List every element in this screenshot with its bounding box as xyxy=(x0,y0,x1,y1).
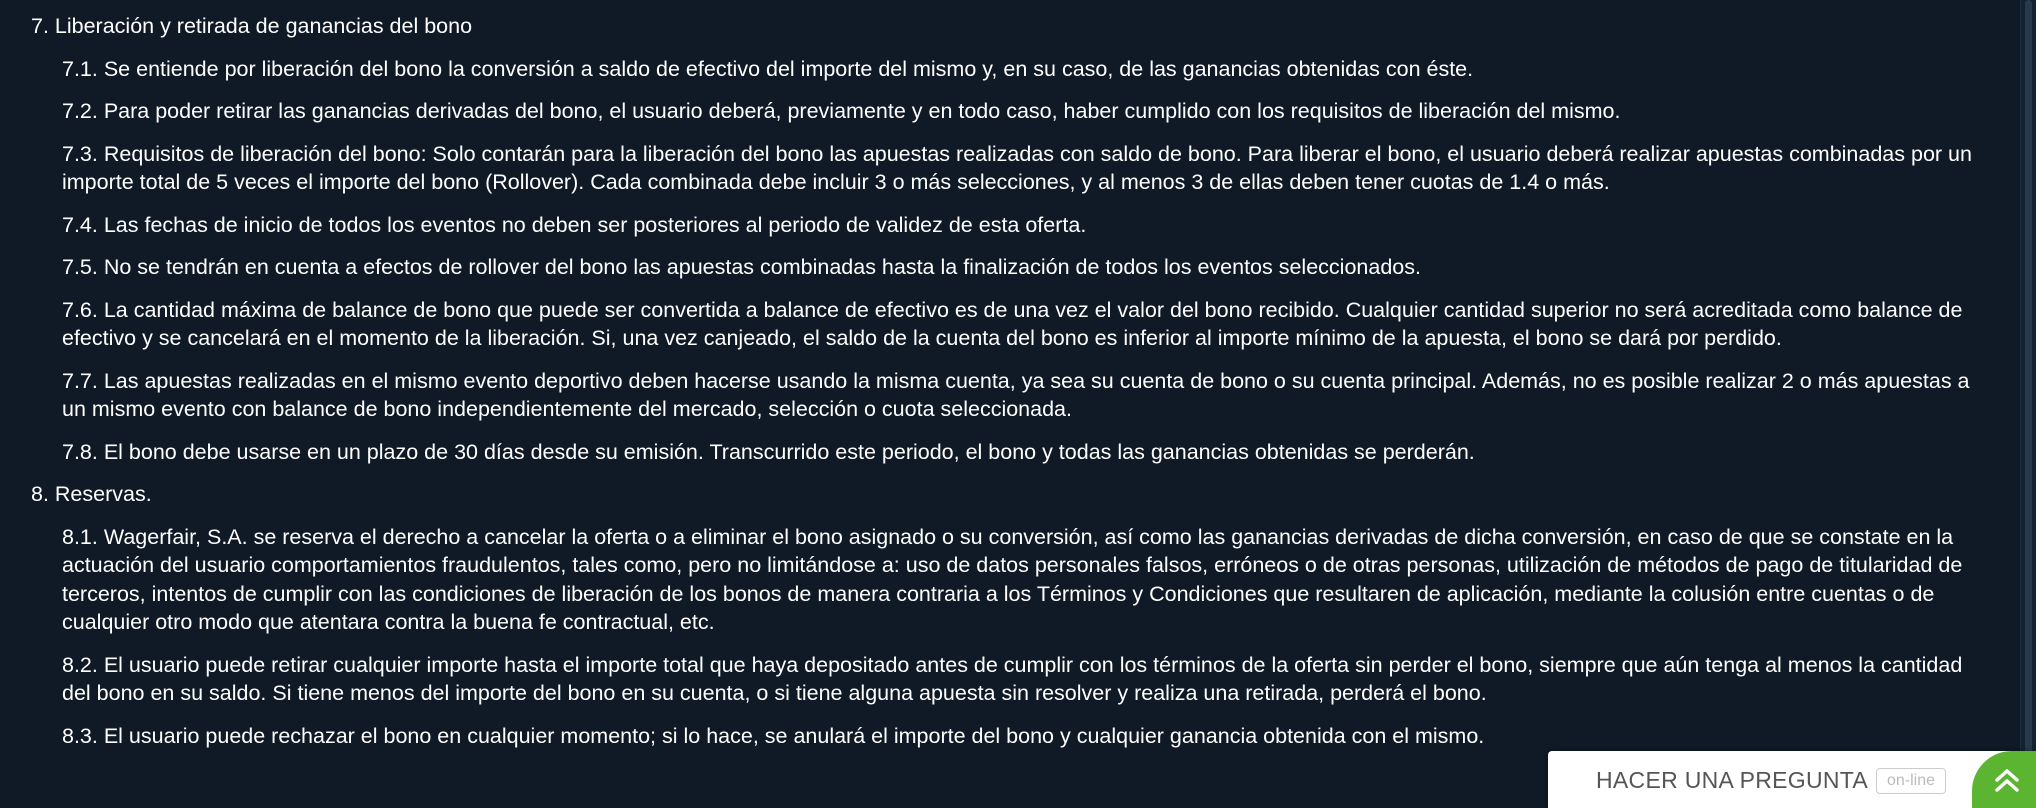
terms-content xyxy=(31,0,1991,808)
ask-question-widget[interactable] xyxy=(1548,751,2036,808)
clause-7-3: 7.3. Requisitos de liberación del bono: Solo contarán para la liberación del bono las apuestas realizadas con saldo de bono. Para liberar el bono, el usuario deberá realizar apuestas combinadas por un importe total de 5 veces el importe del bono (Rollover). Cada combinada debe incluir 3 o más selecciones, y al menos 3 de ellas deben tener cuotas de 1.4 o más. xyxy=(62,141,1972,194)
scrollbar[interactable] xyxy=(2020,0,2036,808)
online-status-badge: on-line xyxy=(1876,768,1946,794)
chat-toggle-button[interactable] xyxy=(1972,751,2036,808)
clause-7-6: 7.6. La cantidad máxima de balance de bono que puede ser convertida a balance de efectivo es de una vez el valor del bono recibido. Cualquier cantidad superior no será acreditada como balance de efectivo y se cancelará en el momento de la liberación. Si, una vez canjeado, el saldo de la cuenta del bono es inferior al importe mínimo de la apuesta, el bono se dará por perdido. xyxy=(62,297,1963,350)
clause-7-2: 7.2. Para poder retirar las ganancias derivadas del bono, el usuario deberá, previamente y en todo caso, haber cumplido con los requisitos de liberación del mismo. xyxy=(62,99,1621,123)
section-8 xyxy=(31,480,1991,750)
clause-7-1: 7.1. Se entiende por liberación del bono la conversión a saldo de efectivo del importe del mismo y, en su caso, de las ganancias obtenidas con éste. xyxy=(62,56,1474,81)
scrollbar-thumb[interactable] xyxy=(2025,0,2032,760)
ask-question-label[interactable]: HACER UNA PREGUNTA xyxy=(1596,767,1869,793)
clause-8-2: 8.2. El usuario puede retirar cualquier importe hasta el importe total que haya depositado antes de cumplir con los términos de la oferta sin perder el bono, siempre que aún tenga al menos la cantidad del bono en su saldo. Si tiene menos del importe del bono en su cuenta, o si tiene alguna apuesta sin resolver y realiza una retirada, perderá el bono. xyxy=(62,652,1963,705)
clause-7-7: 7.7. Las apuestas realizadas en el mismo evento deportivo deben hacerse usando la misma cuenta, ya sea su cuenta de bono o su cuenta principal. Además, no es posible realizar 2 o más apuestas a un mismo evento con balance de bono independientemente del mercado, selección o cuota seleccionada. xyxy=(62,368,1970,421)
clause-7-5: 7.5. No se tendrán en cuenta a efectos de rollover del bono las apuestas combinadas hasta la finalización de todos los eventos seleccionados. xyxy=(62,255,1421,279)
clause-8-1: 8.1. Wagerfair, S.A. se reserva el derecho a cancelar la oferta o a eliminar el bono asignado o su conversión, así como las ganancias derivadas de dicha conversión, en caso de que se constate en la actuación del usuario comportamientos fraudulentos, tales como, pero no limitándose a: uso de datos personales falsos, erróneos o de otras personas, utilización de métodos de pago de titularidad de terceros, intentos de cumplir con las condiciones de liberación de los bonos de manera contraria a los Términos y Condiciones que resultaren de aplicación, mediante la colusión entre cuentas o de cualquier otro modo que atentara contra la buena fe contractual, etc. xyxy=(62,524,1963,634)
section-7 xyxy=(31,12,1991,466)
clause-7-8: 7.8. El bono debe usarse en un plazo de 30 días desde su emisión. Transcurrido este periodo, el bono y todas las ganancias obtenidas se perderán. xyxy=(62,439,1475,464)
section-title: 8. Reservas. xyxy=(31,482,152,506)
section-title: 7. Liberación y retirada de ganancias del bono xyxy=(31,14,473,38)
clause-7-4: 7.4. Las fechas de inicio de todos los eventos no deben ser posteriores al periodo de validez de esta oferta. xyxy=(62,212,1087,237)
clause-8-3: 8.3. El usuario puede rechazar el bono en cualquier momento; si lo hace, se anulará el importe del bono y cualquier ganancia obtenida con el mismo. xyxy=(62,723,1485,748)
double-chevron-up-icon xyxy=(1992,766,2022,794)
